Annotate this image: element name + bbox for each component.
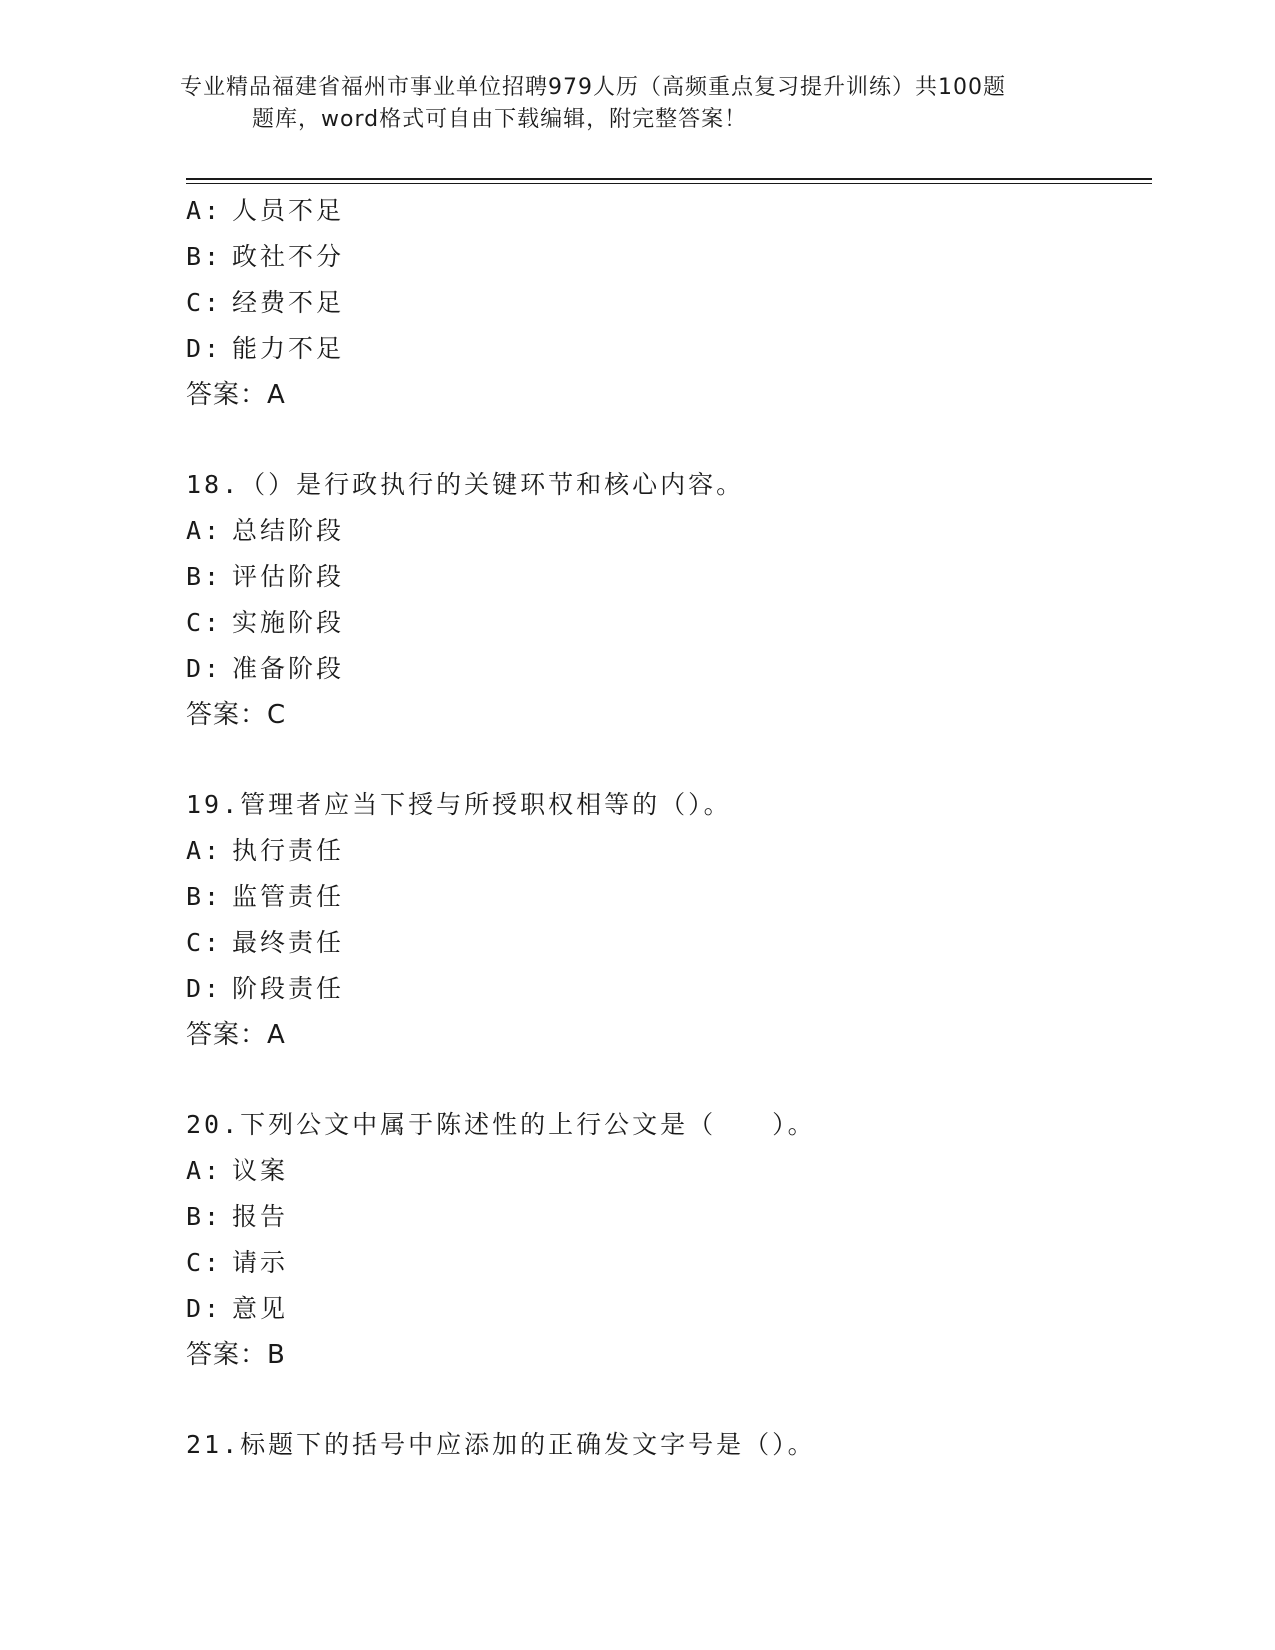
option-c: C: 最终责任 xyxy=(186,928,345,957)
option-b: B: 政社不分 xyxy=(186,242,345,271)
question-stem: 21.标题下的括号中应添加的正确发文字号是（）。 xyxy=(186,1430,816,1459)
option-a: A: 议案 xyxy=(186,1156,289,1185)
answer: 答案：A xyxy=(186,380,286,410)
question-list xyxy=(186,188,1146,1468)
option-c: C: 经费不足 xyxy=(186,288,345,317)
document-header xyxy=(180,72,1080,136)
option-d: D: 能力不足 xyxy=(186,334,345,363)
option-d: D: 准备阶段 xyxy=(186,654,345,683)
question-20 xyxy=(186,1102,1146,1378)
header-rule-thick xyxy=(186,178,1152,180)
option-b: B: 监管责任 xyxy=(186,882,345,911)
question-stem: 20.下列公文中属于陈述性的上行公文是（ ）。 xyxy=(186,1110,816,1139)
answer: 答案：B xyxy=(186,1340,286,1370)
header-line-1: 专业精品福建省福州市事业单位招聘979人历（高频重点复习提升训练）共100题 xyxy=(180,75,1006,100)
answer: 答案：A xyxy=(186,1020,286,1050)
question-18 xyxy=(186,462,1146,738)
option-b: B: 评估阶段 xyxy=(186,562,345,591)
option-a: A: 人员不足 xyxy=(186,196,345,225)
question-21 xyxy=(186,1422,1146,1468)
question-17-continuation xyxy=(186,188,1146,418)
option-a: A: 执行责任 xyxy=(186,836,345,865)
option-b: B: 报告 xyxy=(186,1202,289,1231)
option-c: C: 请示 xyxy=(186,1248,289,1277)
option-d: D: 意见 xyxy=(186,1294,289,1323)
question-19 xyxy=(186,782,1146,1058)
header-line-2: 题库，word格式可自由下载编辑，附完整答案！ xyxy=(252,107,748,132)
header-rule-thin xyxy=(186,183,1152,184)
option-a: A: 总结阶段 xyxy=(186,516,345,545)
question-stem: 19.管理者应当下授与所授职权相等的（）。 xyxy=(186,790,732,819)
option-c: C: 实施阶段 xyxy=(186,608,345,637)
answer: 答案：C xyxy=(186,700,287,730)
question-stem: 18.（）是行政执行的关键环节和核心内容。 xyxy=(186,470,745,499)
option-d: D: 阶段责任 xyxy=(186,974,345,1003)
